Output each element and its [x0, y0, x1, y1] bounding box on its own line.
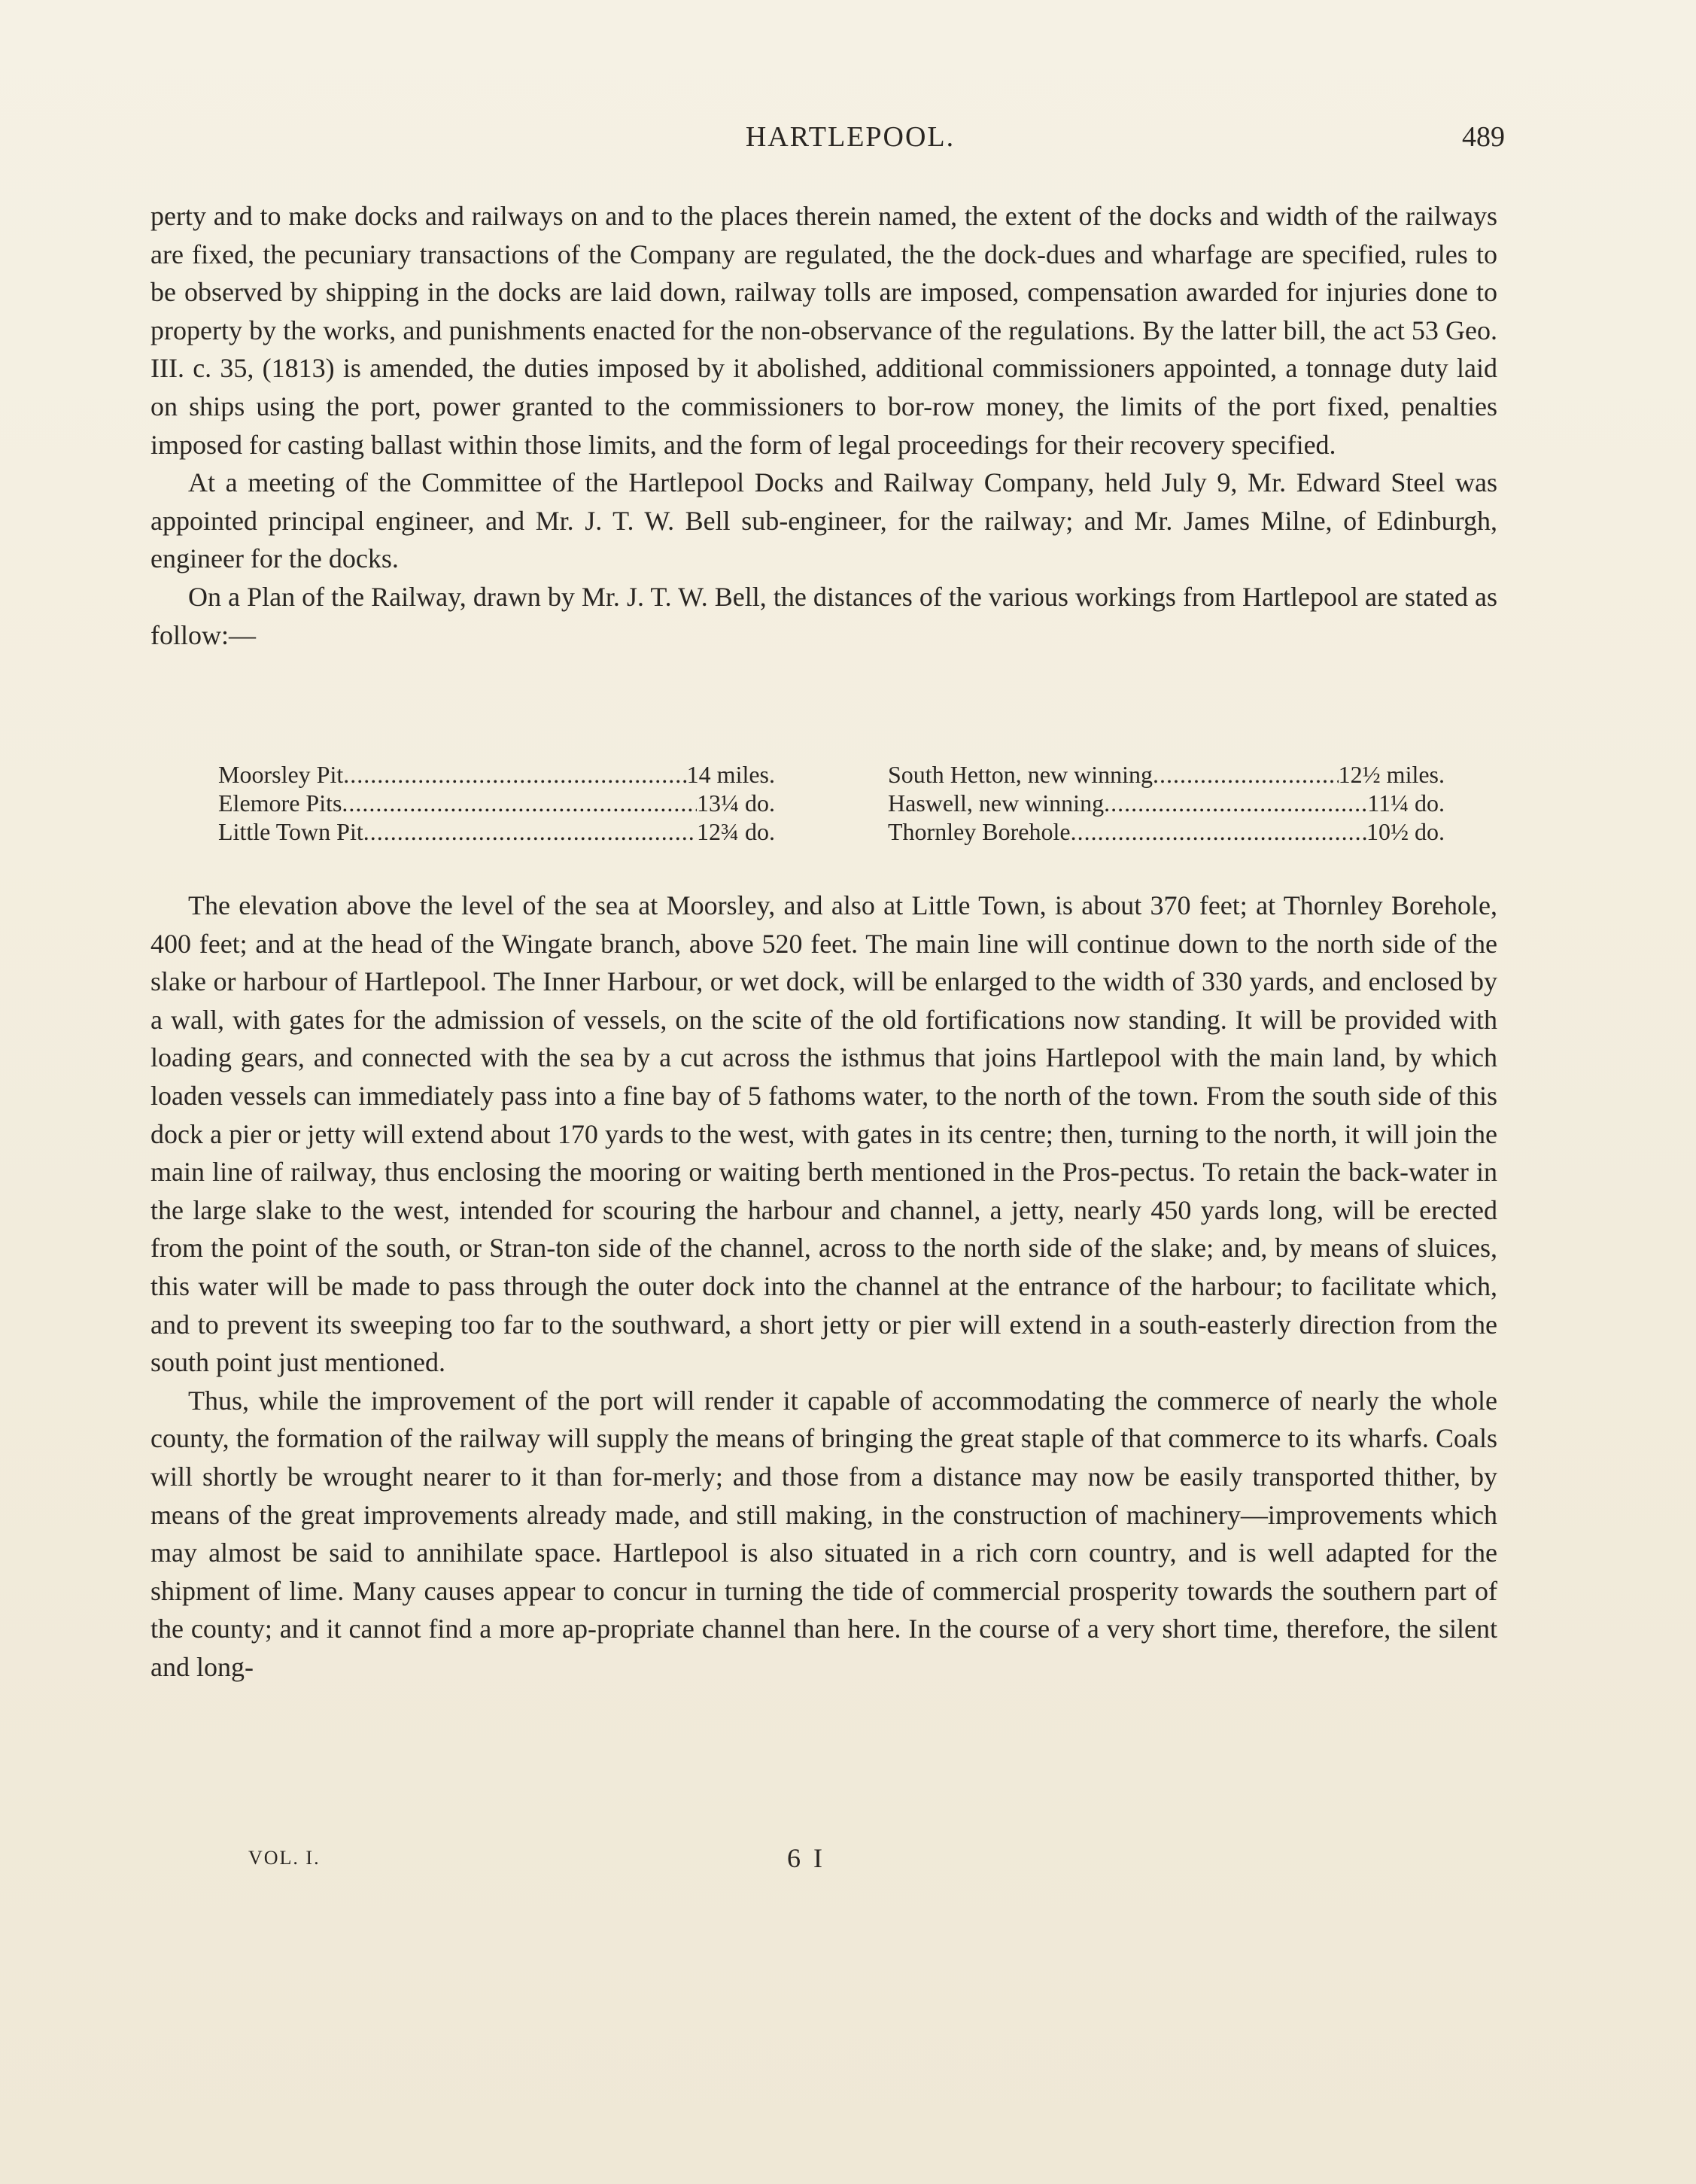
leader-dots [1104, 789, 1367, 817]
leader-dots [1071, 817, 1366, 846]
distance-row [218, 817, 775, 846]
distance-row [888, 760, 1445, 789]
page-footer [248, 1842, 1151, 1880]
distance-value: 11¼ do. [1367, 789, 1445, 817]
distance-value: 12½ miles. [1338, 761, 1445, 788]
signature-mark: 6 I [787, 1843, 825, 1873]
distances-right-column [888, 760, 1445, 846]
distance-value: 12¾ do. [697, 818, 775, 845]
page-number: 489 [1462, 121, 1505, 153]
distance-value: 14 miles. [686, 761, 775, 788]
leader-dots [342, 789, 697, 817]
distance-row [218, 760, 775, 789]
distance-place: South Hetton, new winning [888, 761, 1153, 788]
distance-row [218, 789, 775, 817]
paragraph-elevation: The elevation above the level of the sea at Moorsley, and also at Little Town, is about 370 feet; at Thornley Borehole, 400 feet; and at the head of the Wingate branch, above 520 feet. The main line will continue down to the north side of the slake or harbour of Hartlepool. The Inner Harbour, or wet dock, will be enlarged to the width of 330 yards, and enclosed by a wall, with gates for the admission of vessels, on the scite of the old fortifications now standing. It will be provided with loading gears, and connected with the sea by a cut across the isthmus that joins Hartlepool with the main land, by which loaden vessels can immediately pass into a fine bay of 5 fathoms water, to the north of the town. From the south side of this dock a pier or jetty will extend about 170 yards to the west, with gates in its centre; then, turning to the north, it will join the main line of railway, thus enclosing the mooring or waiting berth mentioned in the Pros-pectus. To retain the back-water in the large slake to the west, intended for scouring the harbour and channel, a jetty, nearly 450 yards long, will be erected from the point of the south, or Stran-ton side of the channel, across to the north side of the slake; and, by means of sluices, this water will be made to pass through the outer dock into the channel at the entrance of the harbour; to facilitate which, and to prevent its sweeping too far to the southward, a short jetty or pier will extend in a south-easterly direction from the south point just mentioned. [150, 890, 1497, 1378]
body-text-bottom [150, 887, 1497, 1686]
distance-row [888, 817, 1445, 846]
paragraph-improvement: Thus, while the improvement of the port will render it capable of accommodating the commerce of nearly the whole county, the formation of the railway will supply the means of bringing the great staple of that commerce to its wharfs. Coals will shortly be wrought nearer to it than for-merly; and those from a distance may now be easily transported thither, by means of the great improvements already made, and still making, in the construction of machinery—improvements which may almost be said to annihilate space. Hartlepool is also situated in a rich corn country, and is well adapted for the shipment of lime. Many causes appear to concur in turning the tide of commercial prosperity towards the southern part of the county; and it cannot find a more ap-propriate channel than here. In the course of a very short time, therefore, the silent and long- [150, 1385, 1497, 1682]
body-text-top [150, 197, 1497, 654]
paragraph-plan: On a Plan of the Railway, drawn by Mr. J. T. W. Bell, the distances of the various workings from Hartlepool are stated as follow:— [150, 581, 1497, 650]
leader-dots [363, 817, 697, 846]
distance-value: 10½ do. [1366, 818, 1445, 845]
distance-place: Little Town Pit [218, 818, 363, 845]
leader-dots [1153, 760, 1339, 789]
distance-place: Haswell, new winning [888, 789, 1105, 817]
distances-left-column [218, 760, 775, 846]
volume-label: VOL. I. [248, 1847, 321, 1869]
distance-place: Thornley Borehole [888, 818, 1071, 845]
paragraph-committee: At a meeting of the Committee of the Hartlepool Docks and Railway Company, held July 9, Mr. Edward Steel was appointed principal engineer, and Mr. J. T. W. Bell sub-engineer, for the railway; and Mr. James Milne, of Edinburgh, engineer for the docks. [150, 467, 1497, 574]
running-head [196, 120, 1505, 166]
distance-place: Elemore Pits [218, 789, 342, 817]
distance-value: 13¼ do. [697, 789, 775, 817]
distance-place: Moorsley Pit [218, 761, 344, 788]
paragraph-continuation: perty and to make docks and railways on and to the places therein named, the extent of the docks and width of the railways are fixed, the pecuniary transactions of the Company are regulated, the the dock-dues and wharfage are specified, rules to be observed by shipping in the docks are laid down, railway tolls are imposed, compensation awarded for injuries done to property by the works, and punishments enacted for the non-observance of the regulations. By the latter bill, the act 53 Geo. III. c. 35, (1813) is amended, the duties imposed by it abolished, additional commissioners appointed, a tonnage duty laid on ships using the port, power granted to the commissioners to bor-row money, the limits of the port fixed, penalties imposed for casting ballast within those limits, and the form of legal proceedings for their recovery specified. [150, 201, 1497, 460]
leader-dots [343, 760, 686, 789]
distance-row [888, 789, 1445, 817]
running-title: HARTLEPOOL. [745, 121, 956, 153]
